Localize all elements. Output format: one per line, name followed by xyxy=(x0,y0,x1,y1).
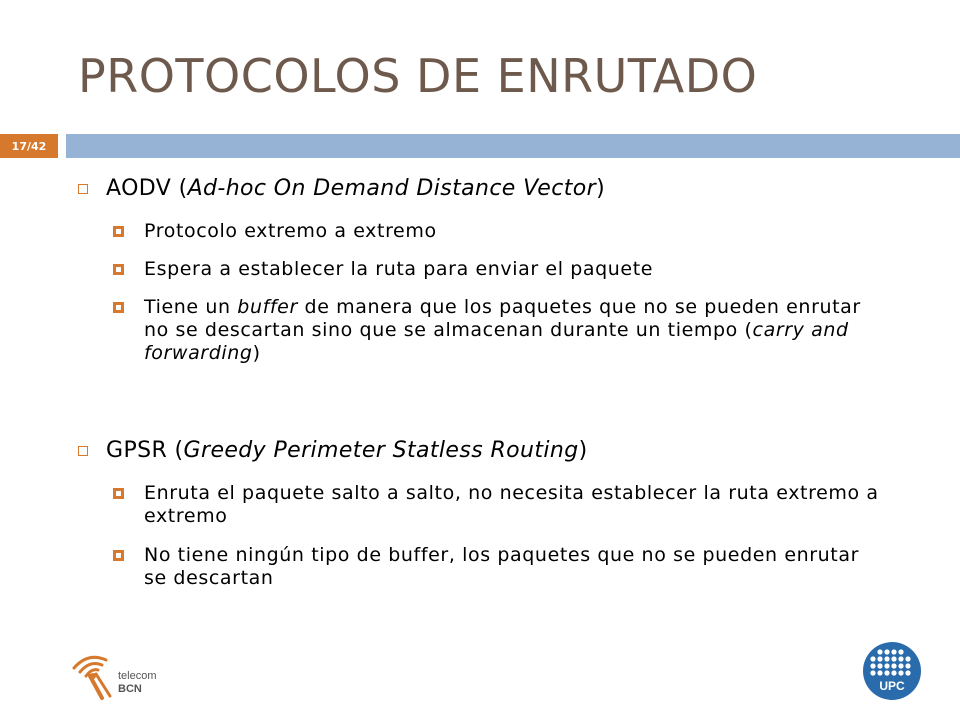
slide-title: PROTOCOLOS DE ENRUTADO xyxy=(78,49,758,103)
telecom-logo-text: telecom xyxy=(118,670,157,682)
sub-bullet-text: Espera a establecer la ruta para enviar el paquete xyxy=(144,258,654,280)
square-bullet-icon xyxy=(113,264,124,275)
sub-bullet-text: Protocolo extremo a extremo xyxy=(144,220,437,242)
upc-logo-text: UPC xyxy=(879,679,905,693)
square-bullet-icon xyxy=(113,550,124,561)
square-bullet-icon xyxy=(113,302,124,313)
page-number-badge xyxy=(0,134,58,158)
hollow-square-bullet-icon xyxy=(78,446,88,456)
header-bar xyxy=(66,134,960,158)
bullet-text: GPSR (Greedy Perimeter Statless Routing) xyxy=(106,438,588,463)
page-number: 17/42 xyxy=(11,139,47,153)
upc-logo xyxy=(862,640,922,702)
hollow-square-bullet-icon xyxy=(78,184,88,194)
square-bullet-icon xyxy=(113,226,124,237)
sub-bullet-text: No tiene ningún tipo de buffer, los paquetes que no se pueden enrutar se descartan xyxy=(144,544,860,589)
sub-bullet-text: Enruta el paquete salto a salto, no necesita establecer la ruta extremo a extremo xyxy=(144,482,879,527)
square-bullet-icon xyxy=(113,488,124,499)
sub-bullet-text: Tiene un buffer de manera que los paquetes que no se pueden enrutar no se descartan sino que se almacenan durante un tiempo (carry and forwarding) xyxy=(144,296,861,364)
telecom-bcn-logo xyxy=(66,646,186,706)
bcn-logo-text: BCN xyxy=(118,683,142,695)
bullet-text: AODV (Ad-hoc On Demand Distance Vector) xyxy=(106,176,606,201)
